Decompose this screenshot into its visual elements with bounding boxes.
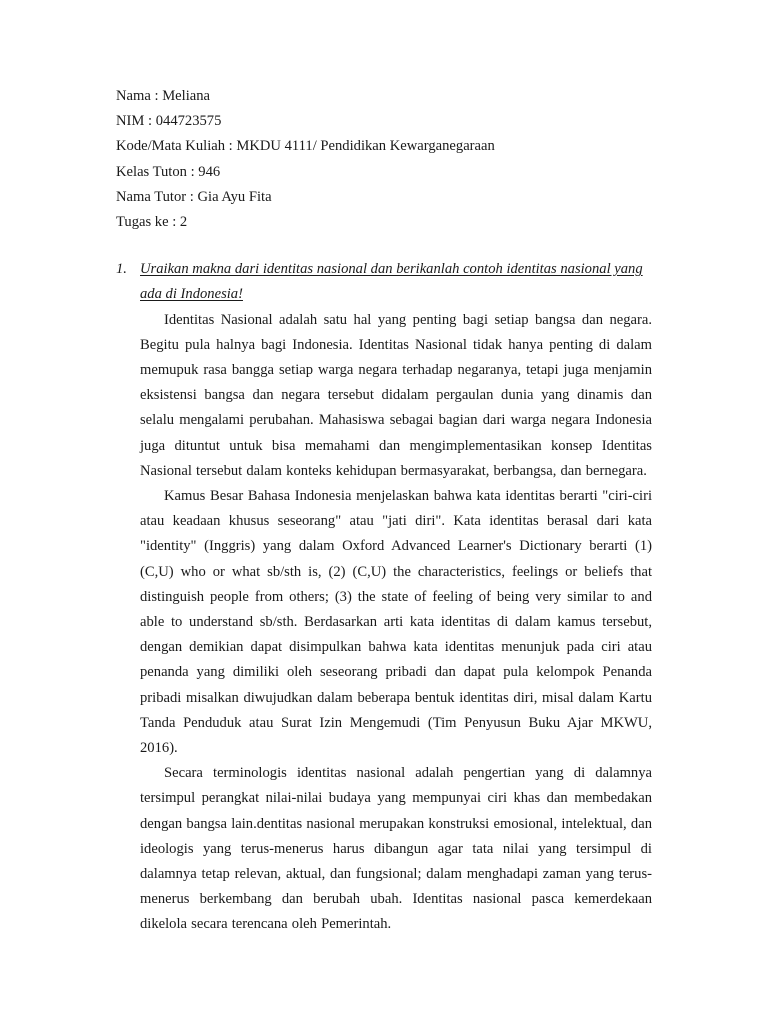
course-code-line: Kode/Mata Kuliah : MKDU 4111/ Pendidikan Kewarganegaraan — [116, 138, 495, 155]
assignment-number-line: Tugas ke : 2 — [116, 213, 188, 230]
student-name-line: Nama : Meliana — [116, 88, 211, 104]
question-item — [116, 257, 652, 307]
answer-paragraph-3: Secara terminologis identitas nasional adalah pengertian yang di dalamnya tersimpul perangkat nilai-nilai budaya yang mempunyai ciri khas dan membedakan dengan bangsa lain.dentitas nasional merupakan konstruksi emosional, intelektual, dan ideologis yang terus-menerus harus dibangun agar tata nilai yang tersimpul di dalamnya tetap relevan, aktual, dan fungsional; dalam menghadapi zaman yang terus-menerus berkembang dan berubah ubah. Identitas nasional pasca kemerdekaan dikelola secara terencana oleh Pemerintah. — [140, 765, 652, 933]
answer-paragraph-2: Kamus Besar Bahasa Indonesia menjelaskan bahwa kata identitas berarti "ciri-ciri atau keadaan khusus seseorang" atau "jati diri". Kata identitas berasal dari kata "identity" (Inggris) yang dalam Oxford Advanced Learner's Dictionary berarti (1) (C,U) who or what sb/sth is, (2) (C,U) the characteristics, feelings or beliefs that distinguish people from others; (3) the state of feeling of being very similar to and able to understand sb/sth. Berdasarkan arti kata identitas di dalam kamus tersebut, dengan demikian dapat disimpulkan bahwa kata identitas menunjuk pada ciri atau penanda yang dimiliki oleh seseorang pribadi dan dapat pula kelompok Penanda pribadi misalkan diwujudkan dalam beberapa bentuk identitas diri, misal dalam Kartu Tanda Penduduk atau Surat Izin Mengemudi (Tim Penyusun Buku Ajar MKWU, 2016). — [140, 487, 652, 756]
question-number: 1. — [116, 261, 127, 278]
tutorial-class-line: Kelas Tuton : 946 — [116, 163, 221, 180]
question-text: Uraikan makna dari identitas nasional dan berikanlah contoh identitas nasional yang ada di Indonesia! — [140, 261, 643, 303]
student-nim-line: NIM : 044723575 — [116, 113, 222, 130]
student-info-block — [116, 84, 652, 235]
tutor-name-line: Nama Tutor : Gia Ayu Fita — [116, 188, 272, 205]
answer-paragraph-1: Identitas Nasional adalah satu hal yang penting bagi setiap bangsa dan negara. Begitu pula halnya bagi Indonesia. Identitas Nasional tidak hanya penting di dalam memupuk rasa bangga setiap warga negara terhadap negaranya, tetapi juga menjamin eksistensi bangsa dan negara tersebut didalam pergaulan dunia yang dinamis dan selalu mengalami perubahan. Mahasiswa sebagai bagian dari warga negara Indonesia juga dituntut untuk bisa memahami dan mengimplementasikan konsep Identitas Nasional tersebut dalam konteks kehidupan bermasyarakat, berbangsa, dan bernegara. — [140, 311, 652, 479]
document-content — [116, 84, 652, 938]
answer-body — [116, 308, 652, 938]
